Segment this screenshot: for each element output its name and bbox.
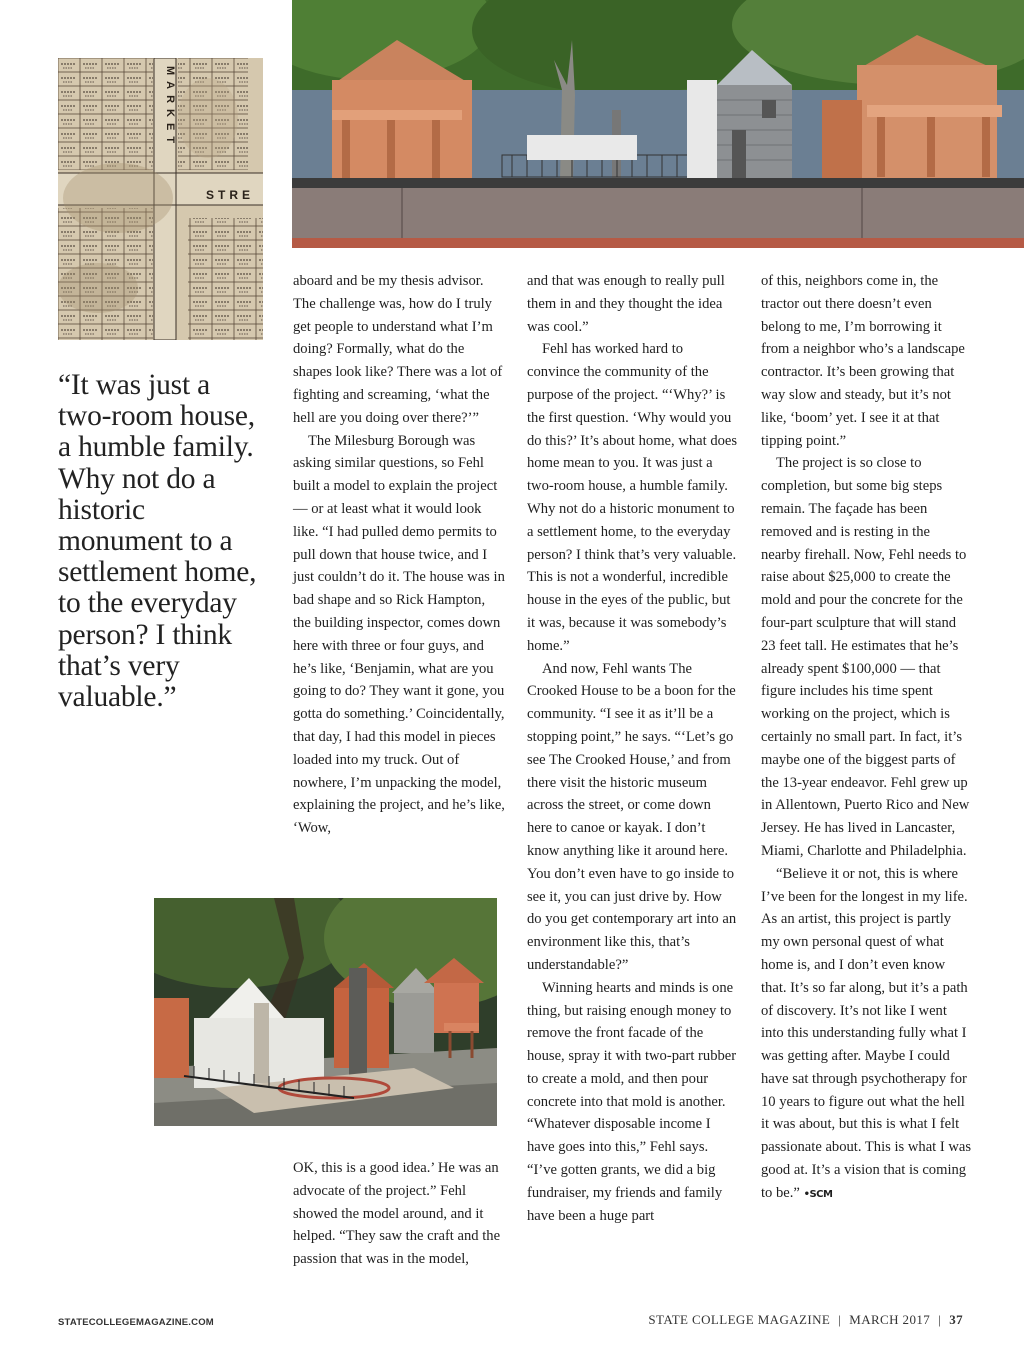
end-of-article-mark: •SCM (803, 1188, 833, 1200)
footer-magazine-name: STATE COLLEGE MAGAZINE (648, 1312, 831, 1327)
footer-issue-date: MARCH 2017 (849, 1312, 931, 1327)
body-column-3 (761, 270, 973, 1207)
paragraph: and that was enough to really pull them in and they thought the idea was cool.” (527, 273, 725, 335)
body-column-1-continued (293, 1157, 505, 1271)
paragraph: OK, this is a good idea.’ He was an advocate of the project.” Fehl showed the model around, and it helped. “They saw the craft and the passion that was in the model, (293, 1160, 501, 1268)
map-street-label-market: MARKET (164, 66, 176, 150)
paragraph (761, 863, 973, 1207)
footer-separator: | (838, 1312, 842, 1327)
paragraph-text: “Believe it or not, this is where I’ve been for the longest in my life. As an artist, this project is partly my own personal quest of what home is, and I don’t even know that. It’s so far along, but it’s a path of discovery. It’s not like I went into this understanding fully what I was getting after. Maybe I could have sat through psychotherapy for 10 years to figure out what the hell it was about, but this is what I felt passionate about. This is what I was good at. It’s a vision that is coming to be.” (761, 865, 972, 1201)
architectural-model-photo (154, 898, 497, 1126)
body-column-2 (527, 270, 739, 1227)
paragraph: And now, Fehl wants The Crooked House to be a boon for the community. “I see it as it’ll be a stopping point,” he says. “‘Let’s go see The Crooked House,’ and from there visit the historic museum across the street, or come down here to canoe or kayak. I don’t know anything like it around here. You don’t even have to go inside to see it, you can just drive by. How do you get contemporary art into an environment like this, that’s understandable?” (527, 660, 737, 973)
pull-quote: “It was just a two-room house, a humble family. Why not do a historic monument to a settlement home, to the everyday person? I think that’s very valuable.” (58, 369, 257, 714)
model-houses-photo (292, 0, 1024, 248)
footer-separator: | (938, 1312, 942, 1327)
paragraph: The Milesburg Borough was asking similar questions, so Fehl built a model to explain the project — or at least what it would look like. “I had pulled demo permits to pull down that house twice, and I just couldn’t do it. The house was in bad shape and so Rick Hampton, the building inspector, comes down here with three or four guys, and he’s like, ‘Benjamin, what are you going to do? They want it gone, you gotta do something.’ Coincidentally, that day, I had this model in pieces loaded into my truck. Out of nowhere, I’m unpacking the model, explaining the project, and he’s like, ‘Wow, (293, 432, 505, 837)
historic-map-image (58, 58, 263, 340)
paragraph: aboard and be my thesis advisor. The challenge was, how do I truly get people to understand what I’m doing? Formally, what do the shapes look like? There was a lot of fighting and screaming, ‘what the hell are you doing over there?’” (293, 273, 503, 426)
body-column-1 (293, 270, 505, 840)
map-street-label-street: STRE (206, 188, 255, 202)
paragraph: Fehl has worked hard to convince the community of the purpose of the project. “‘Why?’ is the first question. ‘Why would you do this?’ It’s about home, what does home mean to you. It was just a two-room house, a humble family. Why not do a historic monument to a settlement home, to the everyday person? I think that’s very valuable. This is not a wonderful, incredible house in the eyes of the public, but it was, because it was somebody’s home.” (527, 341, 738, 654)
paragraph: The project is so close to completion, but some big steps remain. The façade has been removed and is resting in the nearby firehall. Now, Fehl needs to raise about $25,000 to create the mold and pour the concrete for the four-part sculpture that will stand 23 feet tall. He estimates that he’s already spent $100,000 — that figure includes his time spent working on the project, which is certainly no small part. In fact, it’s maybe one of the biggest parts of the 13-year endeavor. Fehl grew up in Allentown, Puerto Rico and New Jersey. He has lived in Lancaster, Miami, Charlotte and Philadelphia. (761, 455, 970, 859)
paragraph: Winning hearts and minds is one thing, but raising enough money to remove the front facade of the house, spray it with two-part rubber to create a mold, and then pour concrete into that mold is another. “Whatever disposable income I have goes into this,” Fehl says. “I’ve gotten grants, we did a big fundraiser, my friends and family have been a huge part (527, 979, 737, 1224)
footer-website: STATECOLLEGEMAGAZINE.COM (58, 1317, 214, 1328)
paragraph: of this, neighbors come in, the tractor out there doesn’t even belong to me, I’m borrowing it from a neighbor who’s a landscape contractor. It’s been growing that way slow and steady, but it’s not like, ‘boom’ yet. I see it at that tipping point.” (761, 273, 965, 449)
footer-folio (648, 1312, 963, 1328)
footer-page-number: 37 (949, 1312, 963, 1327)
